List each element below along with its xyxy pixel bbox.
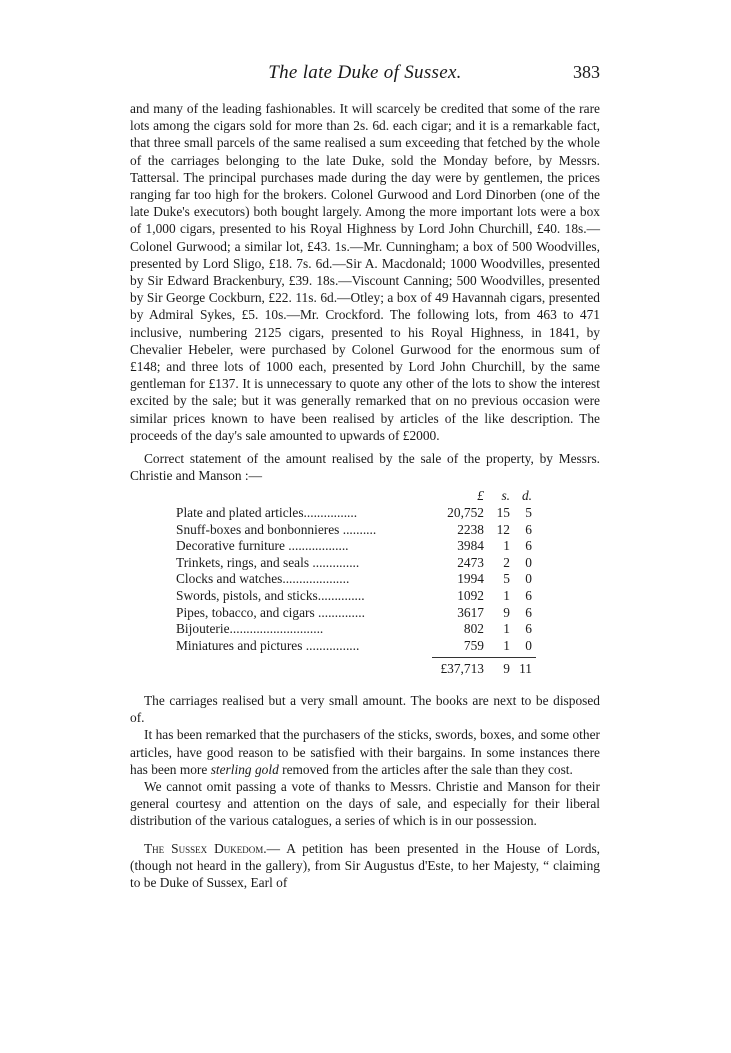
ledger-item-shillings: 1 bbox=[503, 538, 510, 554]
ledger-item-label: Plate and plated articles................ bbox=[176, 505, 358, 521]
paragraph-dukedom bbox=[130, 840, 600, 892]
ledger-row bbox=[130, 588, 600, 605]
ledger-item-pounds: 2238 bbox=[457, 521, 484, 537]
ledger-item-pence: 5 bbox=[525, 505, 532, 521]
ledger-item-label: Snuff-boxes and bonbonnieres .......... bbox=[176, 521, 377, 537]
ledger-item-label: Clocks and watches.................... bbox=[176, 571, 350, 587]
ledger-item-pence: 6 bbox=[525, 621, 532, 637]
body-text bbox=[130, 100, 600, 891]
sale-ledger bbox=[130, 488, 600, 678]
ledger-header-pence: d. bbox=[521, 488, 532, 504]
ledger-item-pounds: 1994 bbox=[457, 571, 484, 587]
ledger-item-pounds: 2473 bbox=[457, 554, 484, 570]
ledger-item-shillings: 9 bbox=[503, 604, 510, 620]
ledger-header-row bbox=[130, 488, 600, 505]
ledger-item-label: Trinkets, rings, and seals .............. bbox=[176, 554, 360, 570]
ledger-item-shillings: 1 bbox=[503, 621, 510, 637]
ledger-item-pence: 6 bbox=[525, 538, 532, 554]
ledger-row bbox=[130, 522, 600, 539]
ledger-item-pence: 0 bbox=[525, 637, 532, 653]
ledger-row bbox=[130, 638, 600, 655]
paragraph-cigar-sale: and many of the leading fashionables. It will scarcely be credited that some of the rare lots among the cigars sold for more than 2s. 6d. each cigar; and it is a remarkable fact, that three small parcels of the same realised a sum exceeding that fetched by the whole of the carriages belonging to the late Duke, sold the Monday before, by Messrs. Tattersal. The principal purchases made during the day were by gentlemen, the prices ranging far too high for the brokers. Colonel Gurwood and Lord Dinorben (one of the late Duke's executors) both bought largely. Among the more important lots were a box of 1,000 cigars, presented to his Royal Highness by Lord John Churchill, £40. 18s.—Colonel Gurwood; a similar lot, £43. 1s.—Mr. Cunningham; a box of 500 Woodvilles, presented by Lord Sligo, £18. 7s. 6d.—Sir A. Macdonald; 1000 Woodvilles, presented by Sir Edward Brackenbury, £39. 18s.—Viscount Canning; 500 Woodvilles, presented by Sir George Cockburn, £22. 11s. 6d.—Otley; a box of 49 Havannah cigars, presented by Admiral Sykes, £5. 10s.—Mr. Crockford. The following lots, from 463 to 471 inclusive, numbering 2125 cigars, presented to his Royal Highness, in 1841, by Chevalier Hebeler, were purchased by Colonel Gurwood for the enormous sum of £148; and three lots of 1000 each, presented by Lord John Churchill, by the same gentleman for £137. It is unnecessary to quote any other of the lots to show the interest excited by the sale; but it was generally remarked that on no previous occasion were similar prices known to have been realised by articles of the like description. The proceeds of the day's sale amounted to upwards of £2000. bbox=[130, 101, 600, 443]
ledger-total-rule bbox=[432, 657, 536, 658]
ledger-item-shillings: 15 bbox=[496, 505, 510, 521]
ledger-total-spacer bbox=[130, 661, 428, 678]
ledger-row bbox=[130, 505, 600, 522]
ledger-row bbox=[130, 538, 600, 555]
ledger-row bbox=[130, 555, 600, 572]
ledger-item-label: Pipes, tobacco, and cigars .............. bbox=[176, 604, 365, 620]
ledger-header-pounds: £ bbox=[477, 488, 484, 504]
ledger-item-label: Miniatures and pictures ................ bbox=[176, 637, 360, 653]
ledger-total-shillings: 9 bbox=[503, 661, 510, 677]
ledger-item-label: Bijouterie............................ bbox=[176, 621, 324, 637]
bargains-italic: sterling gold bbox=[210, 761, 279, 777]
ledger-item-shillings: 5 bbox=[503, 571, 510, 587]
ledger-item-shillings: 12 bbox=[496, 521, 510, 537]
page-header bbox=[130, 62, 600, 92]
ledger-row bbox=[130, 571, 600, 588]
ledger-row bbox=[130, 605, 600, 622]
ledger-total-row bbox=[130, 661, 600, 678]
ledger-item-pence: 6 bbox=[525, 604, 532, 620]
ledger-header-shillings: s. bbox=[501, 488, 510, 504]
dukedom-heading: The Sussex Dukedom. bbox=[144, 840, 267, 856]
ledger-item-pounds: 3984 bbox=[457, 538, 484, 554]
bargains-text-end: removed from the articles after the sale than they cost. bbox=[278, 761, 573, 777]
paragraph-bargains bbox=[130, 726, 600, 778]
ledger-item-shillings: 2 bbox=[503, 554, 510, 570]
ledger-item-pounds: 1092 bbox=[457, 588, 484, 604]
ledger-item-label: Decorative furniture .................. bbox=[176, 538, 349, 554]
ledger-item-pounds: 3617 bbox=[457, 604, 484, 620]
ledger-item-pounds: 802 bbox=[463, 621, 484, 637]
ledger-item-pence: 0 bbox=[525, 554, 532, 570]
dukedom-text: — A petition has been presented in the House of Lords, (though not heard in the gallery), from Sir Augustus d'Este, to her Majesty, “ claiming to be Duke of Sussex, Earl of bbox=[130, 840, 601, 891]
ledger-row bbox=[130, 621, 600, 638]
ledger-item-label: Swords, pistols, and sticks.............. bbox=[176, 588, 365, 604]
ledger-item-shillings: 1 bbox=[503, 637, 510, 653]
running-title: The late Duke of Sussex. bbox=[268, 62, 462, 83]
bargains-text-start: It has been remarked that the purchasers of the sticks, swords, boxes, and some other articles, have good reason to be satisfied with their bargains. In some instances there has been more bbox=[130, 727, 600, 777]
ledger-item-pounds: 759 bbox=[463, 637, 484, 653]
ledger-item-pence: 0 bbox=[525, 571, 532, 587]
ledger-intro: Correct statement of the amount realised by the sale of the property, by Messrs. Christie and Manson :— bbox=[130, 451, 600, 484]
ledger-rows bbox=[130, 505, 600, 654]
paragraph-carriages: The carriages realised but a very small amount. The books are next to be disposed of. bbox=[130, 693, 600, 726]
ledger-header-spacer bbox=[130, 488, 428, 505]
ledger-total-pounds: £37,713 bbox=[440, 661, 484, 677]
ledger-total-pence: 11 bbox=[519, 661, 532, 677]
ledger-item-pounds: 20,752 bbox=[447, 505, 484, 521]
ledger-item-pence: 6 bbox=[525, 521, 532, 537]
ledger-item-pence: 6 bbox=[525, 588, 532, 604]
page-number: 383 bbox=[573, 62, 600, 82]
paragraph-thanks: We cannot omit passing a vote of thanks to Messrs. Christie and Manson for their general courtesy and attention on the days of sale, and especially for their liberal distribution of the various catalogues, a series of which is in our possession. bbox=[130, 779, 600, 829]
ledger-item-shillings: 1 bbox=[503, 588, 510, 604]
